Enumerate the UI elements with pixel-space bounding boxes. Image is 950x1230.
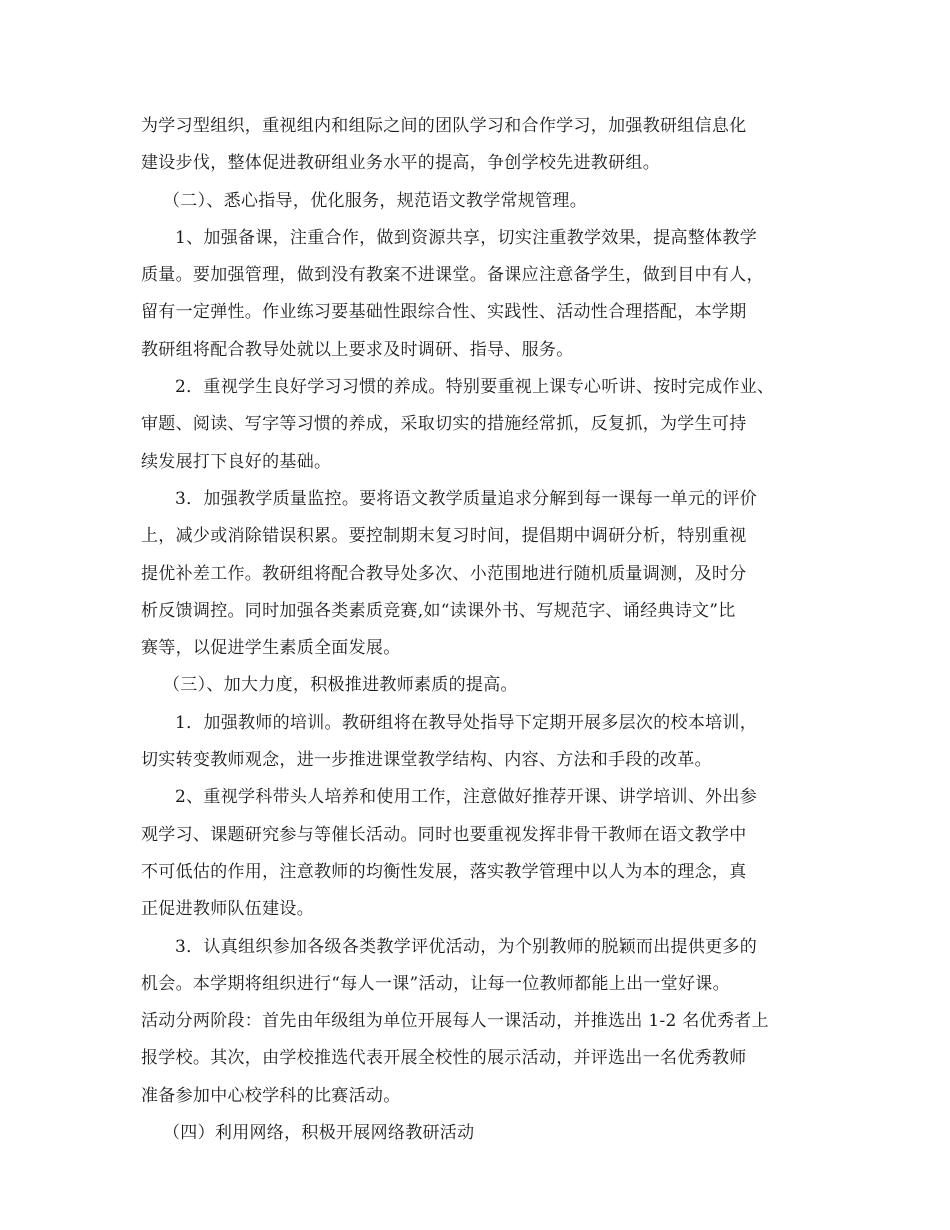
paragraph-line: 活动分两阶段：首先由年级组为单位开展每人一课活动，并推选出 1-2 名优秀者上 [141, 1011, 769, 1032]
paragraph-line: 正促进教师队伍建设。 [141, 899, 314, 920]
paragraph-line: 建设步伐，整体促进教研组业务水平的提高，争创学校先进教研组。 [141, 153, 660, 174]
paragraph-line: 2、重视学科带头人培养和使用工作，注意做好推荐开课、讲学培训、外出参 [175, 787, 758, 808]
paragraph-line: 审题、阅读、写字等习惯的养成，采取切实的措施经常抓，反复抓，为学生可持 [141, 414, 747, 435]
section-heading: （三）、加大力度，积极推进教师素质的提高。 [163, 675, 518, 696]
paragraph-line: 质量。要加强管理，做到没有教案不进课堂。备课应注意备学生，做到目中有人， [141, 265, 764, 286]
paragraph-line: 1、加强备课，注重合作，做到资源共享，切实注重教学效果，提高整体教学 [175, 227, 758, 248]
section-heading: （二）、悉心指导，优化服务，规范语文教学常规管理。 [163, 190, 587, 211]
paragraph-line: 赛等，以促进学生素质全面发展。 [141, 638, 401, 659]
paragraph-line: 不可低估的作用，注意教师的均衡性发展，落实教学管理中以人为本的理念，真 [141, 861, 747, 882]
paragraph-line: 提优补差工作。教研组将配合教导处多次、小范围地进行随机质量调测，及时分 [141, 563, 747, 584]
paragraph-line: 观学习、课题研究参与等催长活动。同时也要重视发挥非骨干教师在语文教学中 [141, 824, 747, 845]
paragraph-line: 续发展打下良好的基础。 [141, 451, 332, 472]
paragraph-line: 1．加强教师的培训。教研组将在教导处指导下定期开展多层次的校本培训， [175, 712, 758, 733]
section-heading: （四）利用网络，积极开展网络教研活动 [163, 1123, 475, 1144]
paragraph-line: 3．认真组织参加各级各类教学评优活动，为个别教师的脱颖而出提供更多的 [175, 936, 758, 957]
paragraph-line: 留有一定弹性。作业练习要基础性跟综合性、实践性、活动性合理搭配，本学期 [141, 302, 747, 323]
paragraph-line: 机会。本学期将组织进行“每人一课”活动，让每一位教师都能上出一堂好课。 [141, 973, 730, 994]
paragraph-line: 切实转变教师观念，进一步推进课堂教学结构、内容、方法和手段的改革。 [141, 750, 712, 771]
paragraph-line: 教研组将配合教导处就以上要求及时调研、指导、服务。 [141, 339, 574, 360]
paragraph-line: 3．加强教学质量监控。要将语文教学质量追求分解到每一课每一单元的评价 [175, 488, 758, 509]
paragraph-line: 报学校。其次，由学校推选代表开展全校性的展示活动，并评选出一名优秀教师 [141, 1048, 747, 1069]
paragraph-line: 为学习型组织，重视组内和组际之间的团队学习和合作学习，加强教研组信息化 [141, 116, 747, 136]
paragraph-line: 析反馈调控。同时加强各类素质竞赛,如“读课外书、写规范字、诵经典诗文”比 [141, 600, 736, 621]
paragraph-line: 2．重视学生良好学习习惯的养成。特别要重视上课专心听讲、按时完成作业、 [175, 377, 775, 398]
paragraph-line: 准备参加中心校学科的比赛活动。 [141, 1085, 401, 1106]
document-body [141, 118, 821, 1162]
paragraph-line: 上，减少或消除错误积累。要控制期末复习时间，提倡期中调研分析，特别重视 [141, 526, 747, 547]
